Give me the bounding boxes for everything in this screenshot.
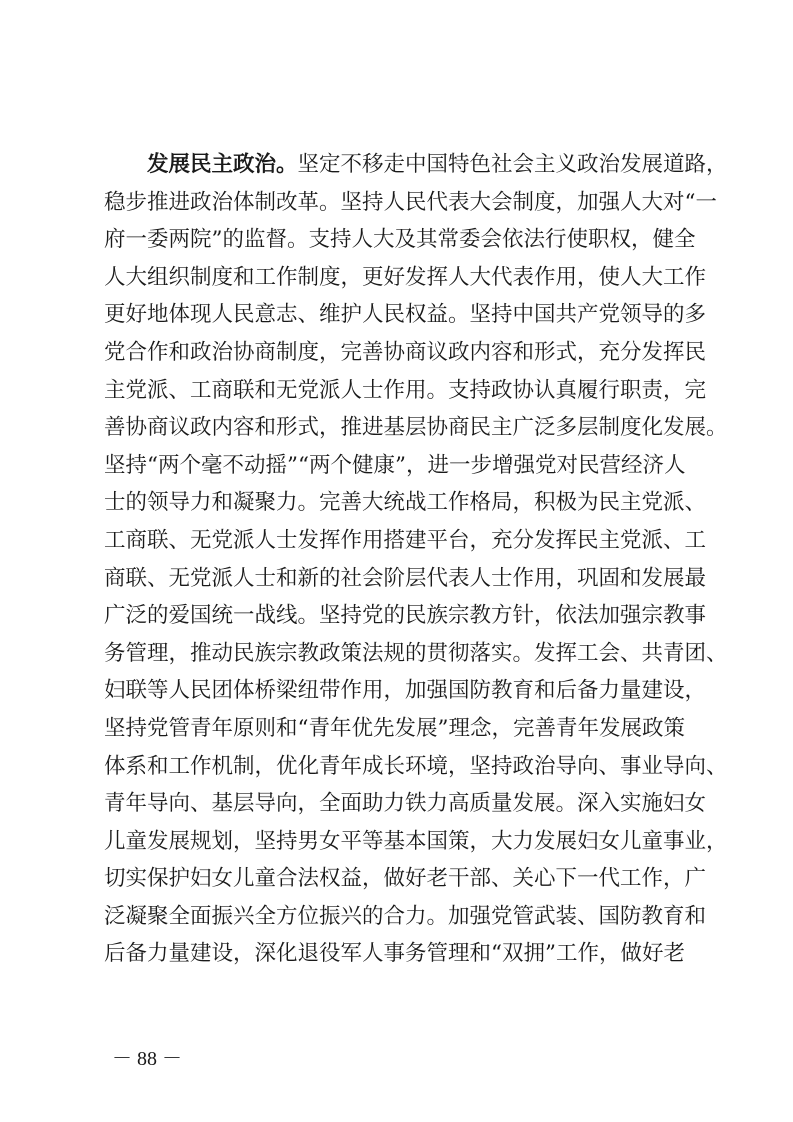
paragraph-line: 切实保护妇女儿童合法权益，做好老干部、关心下一代工作，广: [104, 866, 707, 892]
paragraph-line: 工商联、无党派人士发挥作用搭建平台，充分发挥民主党派、工: [104, 527, 707, 553]
paragraph-line: 后备力量建设，深化退役军人事务管理和“双拥”工作，做好老: [104, 941, 685, 967]
paragraph-line: 广泛的爱国统一战线。坚持党的民族宗教方针，依法加强宗教事: [104, 603, 707, 629]
section-heading: 发展民主政治。: [147, 152, 298, 177]
paragraph-text: 坚定不移走中国特色社会主义政治发展道路，: [297, 152, 728, 177]
paragraph-line: 商联、无党派人士和新的社会阶层代表人士作用，巩固和发展最: [104, 565, 707, 591]
paragraph-line: 士的领导力和凝聚力。完善大统战工作格局，积极为民主党派、: [104, 490, 707, 516]
paragraph-line: 府一委两院”的监督。支持人大及其常委会依法行使职权，健全: [104, 227, 696, 253]
paragraph-line: 党合作和政治协商制度，完善协商议政内容和形式，充分发挥民: [104, 339, 707, 365]
paragraph-line: 务管理，推动民族宗教政策法规的贯彻落实。发挥工会、共青团、: [104, 640, 728, 666]
body-paragraph: [104, 146, 728, 973]
paragraph-line: 体系和工作机制，优化青年成长环境，坚持政治导向、事业导向、: [104, 753, 728, 779]
paragraph-line-1: [104, 146, 728, 184]
paragraph-line: 主党派、工商联和无党派人士作用。支持政协认真履行职责，完: [104, 377, 707, 403]
paragraph-line: 稳步推进政治体制改革。坚持人民代表大会制度，加强人大对“一: [104, 189, 717, 215]
paragraph-line: 坚持党管青年原则和“青年优先发展”理念，完善青年发展政策: [104, 715, 685, 741]
paragraph-line: 人大组织制度和工作制度，更好发挥人大代表作用，使人大工作: [104, 264, 707, 290]
paragraph-line: 儿童发展规划，坚持男女平等基本国策，大力发展妇女儿童事业，: [104, 828, 728, 854]
paragraph-line: 更好地体现人民意志、维护人民权益。坚持中国共产党领导的多: [104, 302, 707, 328]
paragraph-line: 善协商议政内容和形式，推进基层协商民主广泛多层制度化发展。: [104, 415, 728, 441]
paragraph-line: 泛凝聚全面振兴全方位振兴的合力。加强党管武装、国防教育和: [104, 903, 707, 929]
paragraph-line: 妇联等人民团体桥梁纽带作用，加强国防教育和后备力量建设，: [104, 678, 707, 704]
page-number: － 88 －: [112, 1048, 182, 1070]
paragraph-line: 坚持“两个毫不动摇”“两个健康”，进一步增强党对民营经济人: [104, 452, 686, 478]
paragraph-line: 青年导向、基层导向，全面助力铁力高质量发展。深入实施妇女: [104, 791, 707, 817]
